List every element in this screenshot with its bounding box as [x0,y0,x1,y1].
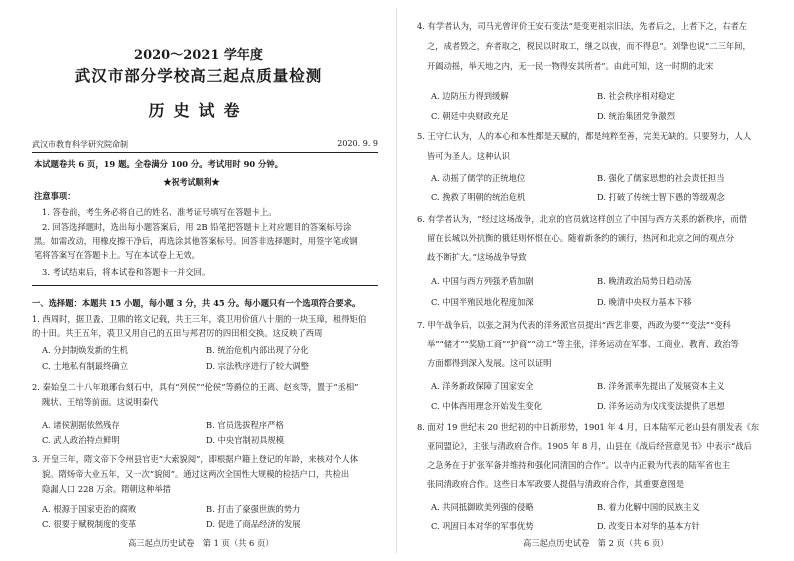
q2-option-b: B. 官员选拔程序严格 [206,420,284,430]
divider [32,285,378,286]
q5-option-d: D. 打破了传统士智下愚的等级观念 [597,192,725,202]
publisher: 武汉市教育科学研究院命制 [32,140,128,149]
q1-stem: 的十田。共王五年，裘卫又用自己的五田与邦君厉的四田相交换。这反映了西周 [32,328,323,338]
q2-option-a: A. 诸侯割据依然残存 [42,420,120,430]
note-3: 3. 考试结束后，将本试卷和答题卡一并交回。 [42,267,211,277]
q7-stem: 举”“储才”“奖励工商”“护商”“动工”等主张，洋务运动在军事、工商业、教育、政治等 [427,339,739,349]
q1-option-d: D. 宗法秩序进行了较大调整 [206,361,309,371]
q7-option-b: B. 洋务派率先提出了发展资本主义 [597,381,725,391]
q4-option-b: B. 社会秩序相对稳定 [597,91,675,101]
exam-year: 2020～2021 学年度 [134,48,263,63]
q8-option-c: C. 巩固日本对华的军事优势 [431,521,534,531]
subject-title: 历史试卷 [148,101,249,120]
q3-option-a: A. 根源于国家吏治的腐败 [42,504,137,514]
q4-option-d: D. 统治集团党争激烈 [597,111,676,121]
q2-stem: 2. 秦始皇二十八年琅琊台刻石中，具有“列侯”“伦侯”等爵位的王离、赵亥等，置于“丞相” [32,382,359,392]
q4-stem: 4. 有学者认为，司马光曾评价王安石变法“是变更祖宗旧法，先者后之，上者下之，右者左 [417,21,748,31]
q1-option-a: A. 分封制焕发新的生机 [42,345,128,355]
divider [32,152,378,153]
q1-option-b: B. 统治危机内部出现了分化 [206,345,309,355]
q6-option-b: B. 晚清政治局势日趋动荡 [597,276,692,286]
q8-option-d: D. 改变日本对华的基本方针 [597,521,700,531]
q6-stem: 歧不断扩大。”这场战争导致 [427,252,527,262]
q5-option-a: A. 动摇了儒学的正统地位 [431,173,526,183]
q1-option-c: C. 土地私有制最终确立 [42,361,128,371]
q2-option-d: D. 中央官制初具规模 [206,435,285,445]
q8-stem: 之急务在于扩张军备并维持和强化同清国的合作”。以寺内正毅为代表的陆军省也主 [427,460,730,470]
q2-option-c: C. 武人政治特点鲜明 [42,435,120,445]
publisher-row [32,139,378,151]
notes-title: 注意事项： [34,191,76,201]
q4-stem: 开阖动摇，举天地之内，无一民一物得安其所者”。由此可知，这一时期的北宋 [427,61,714,71]
q5-option-c: C. 挽救了明朝的统治危机 [431,192,526,202]
q8-option-b: B. 着力化解中国的民族主义 [597,502,700,512]
note-2-cont2: 笔将答案写在答题卡上。写在本试卷上无效。 [34,250,200,260]
q7-stem: 7. 甲午战争后，以张之洞为代表的洋务派官员提出“西艺非要，西政为要”“变法”“变科 [417,320,731,330]
note-2-cont: 黑。如需改动，用橡皮擦干净后，再选涂其他答案标号。回答非选择题时，用签字笔或钢 [34,236,358,246]
q7-option-a: A. 洋务新政保障了国家安全 [431,381,534,391]
q5-stem: 皆可为圣人。这种认识 [427,151,510,161]
q6-stem: 6. 有学者认为，“经过这场战争，北京的官员就这样创立了中国与西方关系的新秩序，而借 [417,214,748,224]
section-heading: 一、选择题：本题共 15 小题，每小题 3 分，共 45 分。每小题只有一个选项符合要求。 [32,298,361,308]
q4-option-a: A. 边防压力得到缓解 [431,91,509,101]
q6-option-c: C. 中国半殖民地化程度加深 [431,297,534,307]
exam-date: 2020. 9. 9 [337,139,378,148]
q6-option-a: A. 中国与西方列强矛盾加剧 [431,276,534,286]
note-2: 2. 回答选择题时，选出每小题答案后，用 2B 铅笔把答题卡上对应题目的答案标号涂 [42,222,352,232]
q4-stem: 之，成者毁之，弃者取之，税民以时取工，继之以夜，而不得息”。刘挚也说“二三年间， [427,41,751,51]
q3-stem: 3. 开皇三年，隋文帝下令州县官吏“大索貌阅”，即根据户籍上登记的年龄，来核对个人体 [32,454,359,464]
q6-stem: 留在长城以外抗衡的俄廷则怀恨在心。随着新条约的颁行，热河和北京之间的观点分 [427,233,734,243]
exam-intro: 本试题卷共 6 页，19 题。全卷满分 100 分。考试用时 90 分钟。 [34,159,283,169]
q7-option-d: D. 洋务运动为戊戌变法提供了思想 [597,401,725,411]
q5-option-b: B. 强化了儒家思想的社会责任担当 [597,173,725,183]
q3-stem: 貌。隋炀帝大业五年，又一次“貌阅”。通过这两次全国性大规模的检括户口，共检出 [42,469,350,479]
q6-option-d: D. 晚清中央权力基本下移 [597,297,692,307]
q8-option-a: A. 共同抵御欧美列强的侵略 [431,502,534,512]
page-right [397,0,794,561]
q7-stem: 方面都得到深入发展。这可以证明 [427,358,552,368]
q1-stem: 1. 西周时，据卫盉、卫鼎的铭文记载，共王三年，裘卫用价值八十朋的一块玉璋，租得矩伯 [32,314,367,324]
q8-stem: 张同清政府合作。这些日本军政要人提倡与清政府合作，其重要意图是 [427,479,685,489]
page-footer: 高三起点历史试卷 第 2 页（共 6 页） [523,538,669,548]
q3-option-d: D. 促进了商品经济的发展 [206,519,301,529]
q2-stem: 隗状、王绾等前面。这说明秦代 [42,397,159,407]
wish-text: ★祝考试顺利★ [163,177,220,187]
q8-stem: 亚同盟论》，主张与清政府合作。1905 年 8 月，山县在《战后经营意见书》中表示“战后 [427,441,752,451]
q3-option-b: B. 打击了豪强世族的势力 [206,504,301,514]
q3-option-c: C. 很要于赋税制度的变革 [42,519,137,529]
q3-stem: 隐漏人口 228 万余。隋朝这种举措 [42,484,171,494]
q5-stem: 5. 王守仁认为，人的本心和本性都是天赋的，都是纯粹至善，完美无缺的。只要努力，人人 [417,131,752,141]
exam-title: 武汉市部分学校高三起点质量检测 [74,66,323,85]
q8-stem: 8. 面对 19 世纪末 20 世纪初的中日新形势，1901 年 4 月，日本陆军元老山县有朋发表《东 [417,422,760,432]
q4-option-c: C. 朝廷中央财政充足 [431,111,509,121]
page-footer: 高三起点历史试卷 第 1 页（共 6 页） [128,538,274,548]
note-1: 1. 答卷前，考生务必将自己的姓名、准考证号填写在答题卡上。 [42,207,277,217]
q7-option-c: C. 中体西用理念开始发生变化 [431,401,542,411]
